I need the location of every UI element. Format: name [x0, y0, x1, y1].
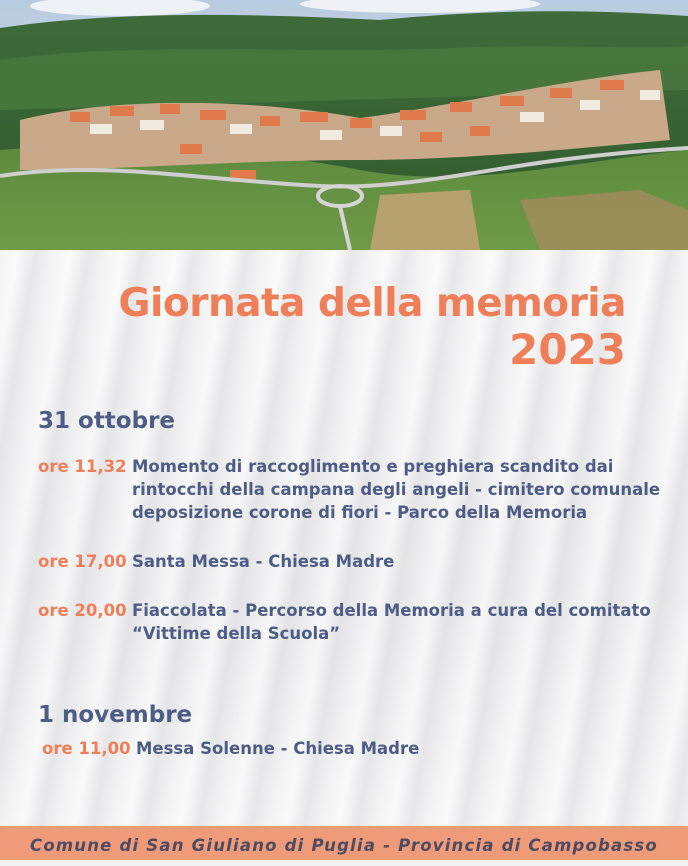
- event-title: [119, 282, 626, 373]
- title-year: 2023: [509, 324, 626, 374]
- event-item: [38, 599, 651, 645]
- event-time: ore 17,00: [38, 552, 127, 571]
- event-description: Santa Messa - Chiesa Madre: [132, 552, 395, 571]
- event-time: ore 20,00: [38, 601, 127, 620]
- footer-banner: Comune di San Giuliano di Puglia - Provincia di Campobasso: [0, 826, 688, 860]
- event-program: [0, 250, 688, 826]
- town-aerial-photo: [0, 0, 688, 250]
- event-item: [42, 737, 419, 760]
- day-heading: 31 ottobre: [38, 408, 176, 434]
- event-description: Momento di raccoglimento e preghiera scandito dai rintocchi della campana degli angeli - cimitero comunale deposizione corone di fiori - Parco della Memoria: [132, 457, 661, 522]
- event-item: [38, 550, 394, 573]
- event-time: ore 11,00: [42, 739, 131, 758]
- day-heading: 1 novembre: [38, 702, 193, 728]
- event-time: ore 11,32: [38, 457, 127, 476]
- title-text: Giornata della memoria: [118, 281, 626, 326]
- event-item: [38, 455, 660, 524]
- event-description: Fiaccolata - Percorso della Memoria a cura del comitato “Vittime della Scuola”: [132, 601, 651, 643]
- event-description: Messa Solenne - Chiesa Madre: [136, 739, 420, 758]
